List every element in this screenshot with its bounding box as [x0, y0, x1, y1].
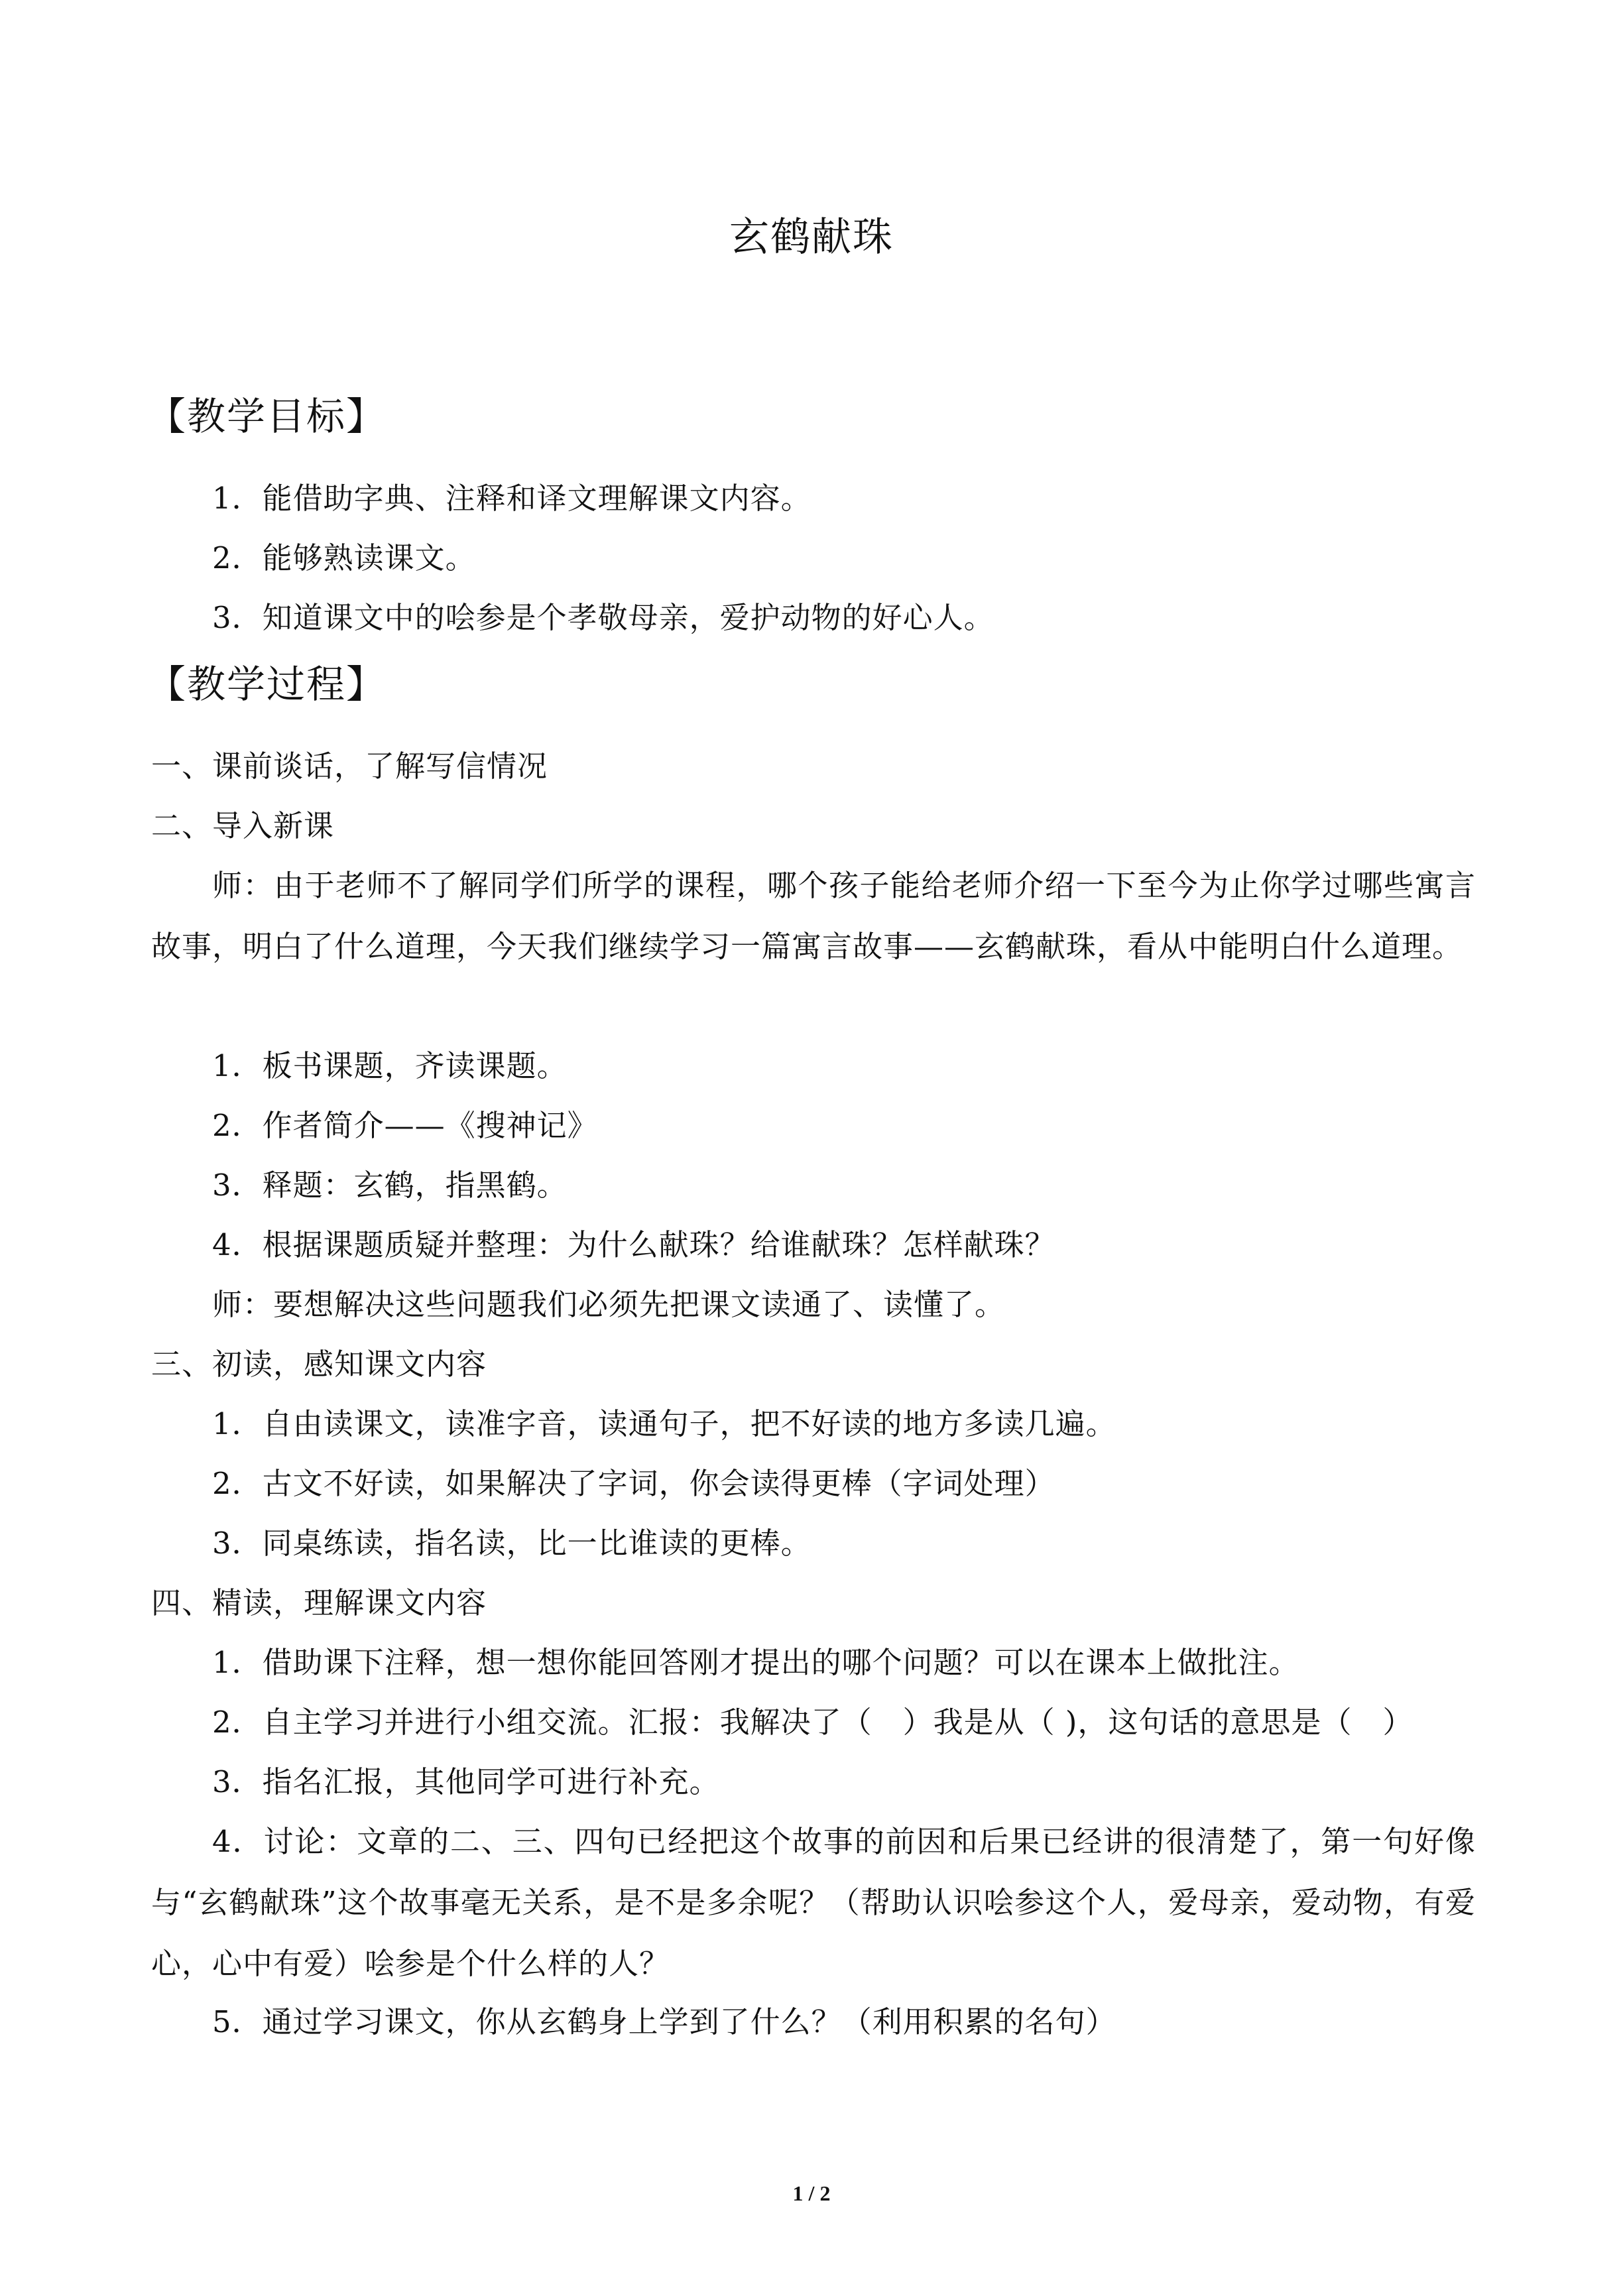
step3-item-3: 3．同桌练读，指名读，比一比谁读的更棒。	[212, 1526, 812, 1561]
step2-item-4: 4．根据课题质疑并整理：为什么献珠？给谁献珠？怎样献珠？	[212, 1227, 1055, 1262]
process-step-3: 三、初读，感知课文内容	[151, 1347, 487, 1382]
step2-teacher-note: 师：要想解决这些问题我们必须先把课文读通了、读懂了。	[212, 1287, 1006, 1322]
step4-item-3: 3．指名汇报，其他同学可进行补充。	[212, 1764, 720, 1799]
objective-item-1: 1．能借助字典、注释和译文理解课文内容。	[212, 481, 812, 516]
step2-item-1: 1．板书课题，齐读课题。	[212, 1048, 568, 1083]
step2-item-3: 3．释题：玄鹤，指黑鹤。	[212, 1168, 568, 1203]
document-title: 玄鹤献珠	[729, 214, 894, 261]
objective-item-2: 2．能够熟读课文。	[212, 540, 476, 575]
process-step-4: 四、精读，理解课文内容	[151, 1585, 487, 1620]
process-heading: 【教学过程】	[147, 662, 387, 707]
page-number: 1 / 2	[792, 2181, 831, 2205]
step4-item-1: 1．借助课下注释，想一想你能回答刚才提出的哪个问题？可以在课本上做批注。	[212, 1645, 1299, 1680]
teacher-intro-paragraph: 师：由于老师不了解同学们所学的课程，哪个孩子能给老师介绍一下至今为止你学过哪些寓言故事，明白了什么道理，今天我们继续学习一篇寓言故事——玄鹤献珠，看从中能明白什么道理。	[151, 868, 1476, 964]
process-step-2: 二、导入新课	[151, 808, 335, 843]
process-step-1: 一、课前谈话，了解写信情况	[151, 749, 548, 784]
step4-item-2: 2．自主学习并进行小组交流。汇报：我解决了（ ）我是从（ )，这句话的意思是（ ）	[212, 1705, 1413, 1740]
step2-item-2: 2．作者简介——《搜神记》	[212, 1108, 598, 1143]
step3-item-2: 2．古文不好读，如果解决了字词，你会读得更棒（字词处理）	[212, 1466, 1055, 1501]
step3-item-1: 1．自由读课文，读准字音，读通句子，把不好读的地方多读几遍。	[212, 1406, 1116, 1441]
step4-item-5: 5．通过学习课文，你从玄鹤身上学到了什么？（利用积累的名句）	[212, 2004, 1116, 2039]
step4-discussion-paragraph: 4．讨论：文章的二、三、四句已经把这个故事的前因和后果已经讲的很清楚了，第一句好像与“玄鹤献珠”这个故事毫无关系，是不是多余呢？（帮助认识哙参这个人，爱母亲，爱动物，有爱心，心中有爱）哙参是个什么样的人？	[151, 1824, 1476, 1981]
objective-item-3: 3．知道课文中的哙参是个孝敬母亲，爱护动物的好心人。	[212, 600, 994, 635]
objectives-heading: 【教学目标】	[147, 394, 387, 439]
